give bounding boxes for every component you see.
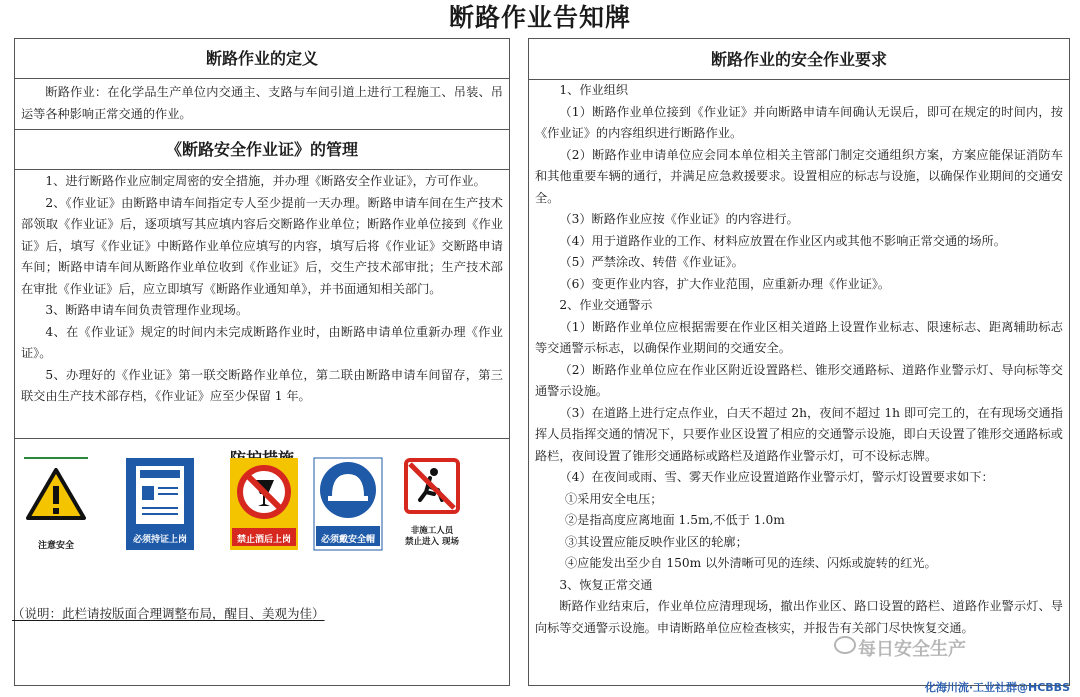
sign-caption: 非施工人员 禁止进入 现场	[405, 526, 459, 547]
definition-body	[15, 79, 509, 130]
requirement-item: 2、作业交通警示	[559, 298, 653, 312]
wechat-icon	[834, 636, 856, 654]
requirement-item: 1、作业组织	[559, 83, 629, 97]
requirements-heading: 断路作业的安全作业要求	[529, 39, 1069, 80]
requirement-item: （3）断路作业应按《作业证》的内容进行。	[559, 212, 799, 226]
sign-caption: 禁止酒后上岗	[236, 535, 291, 545]
requirement-item: （2）断路作业单位应在作业区附近设置路栏、锥形交通路标、道路作业警示灯、导向标等交通警示设施。	[535, 362, 1063, 398]
requirement-item: 3、恢复正常交通	[559, 577, 653, 592]
source-tag: 化海川流·工业社群@HCBBS	[924, 681, 1070, 694]
management-item-4: 4、在《作业证》规定的时间内未完成断路作业时，由断路申请单位重新办理《作业证》。	[21, 324, 503, 360]
watermark: 每日安全生产	[858, 639, 966, 660]
management-item-1: 1、进行断路作业应制定周密的安全措施，并办理《断路安全作业证》，方可作业。	[45, 174, 486, 188]
management-item-5: 5、办理好的《作业证》第一联交断路作业单位，第二联由断路申请车间留存，第三联交由生产技术部存档，《作业证》应至少保留 1 年。	[21, 367, 503, 403]
requirement-item: （2）断路作业申请单位应会同本单位相关主管部门制定交通组织方案，方案应能保证消防车和其他重要车辆的通行，并满足应急救援要求。设置相应的标志与设施，以确保作业期间的交通安全。	[535, 147, 1063, 205]
sign-caution	[20, 456, 92, 556]
requirement-subitem: ②是指高度应离地面 1.5m,不低于 1.0m	[565, 513, 785, 527]
management-heading: 《断路安全作业证》的管理	[15, 130, 509, 170]
right-panel	[528, 38, 1070, 686]
definition-heading: 断路作业的定义	[15, 39, 509, 79]
definition-text: 断路作业：在化学品生产单位内交通主、支路与车间引道上进行工程施工、吊装、吊运等各种影响正常交通的作业。	[21, 85, 503, 121]
requirement-item: （1）断路作业单位接到《作业证》并向断路申请车间确认无误后，即可在规定的时间内，按《作业证》的内容组织进行断路作业。	[535, 104, 1063, 140]
sign-no-entry	[396, 456, 468, 556]
sign-helmet	[312, 456, 384, 556]
sign-caption: 必须持证上岗	[132, 535, 187, 545]
requirement-item: 断路作业结束后，作业单位应清理现场，撤出作业区、路口设置的路栏、道路作业警示灯、导向标等交通警示设施。申请断路单位应检查核实，并报告有关部门尽快恢复交通。	[535, 599, 1063, 635]
management-body	[15, 170, 509, 439]
requirement-subitem: ③其设置应能反映作业区的轮廓；	[565, 534, 748, 549]
requirement-item: （5）严禁涂改、转借《作业证》。	[559, 255, 744, 269]
safety-signs-row	[8, 456, 488, 566]
management-item-2: 2、《作业证》由断路申请车间指定专人至少提前一天办理。断路申请车间在生产技术部领取《作业证》后，逐项填写其应填内容后交断路作业单位；断路作业单位接到《作业证》后，填写《作业证》中断路作业单位应填写的内容，填写后将《作业证》交断路申请车间；断路申请车间从断路作业单位收到《作业证》后，交生产技术部审批；生产技术部在审批《作业证》后，应立即填写《断路作业通知单》，并书面通知相关部门。	[21, 195, 503, 296]
requirements-body	[529, 80, 1069, 639]
requirement-subitem: ①采用安全电压；	[565, 491, 663, 506]
requirement-item: （4）在夜间或雨、雪、雾天作业应设置道路作业警示灯，警示灯设置要求如下：	[559, 470, 994, 484]
requirement-item: （1）断路作业单位应根据需要在作业区相关道路上设置作业标志、限速标志、距离辅助标志等交通警示标志，以确保作业期间的交通安全。	[535, 319, 1063, 355]
sign-caption: 注意安全	[37, 541, 74, 551]
requirement-item: （6）变更作业内容，扩大作业范围，应重新办理《作业证》。	[559, 276, 891, 291]
requirement-item: （4）用于道路作业的工作、材料应放置在作业区内或其他不影响正常交通的场所。	[559, 233, 1006, 248]
management-item-3: 3、断路申请车间负责管理作业现场。	[45, 303, 249, 317]
caution-triangle-icon	[20, 456, 92, 540]
page-title: 断路作业告知牌	[448, 3, 631, 32]
sign-certificate	[124, 456, 196, 556]
sign-no-alcohol	[228, 456, 300, 556]
requirement-item: （3）在道路上进行定点作业，白天不超过 2h，夜间不超过 1h 即可完工的，在有现场交通指挥人员指挥交通的情况下，只要作业区设置了相应的交通警示设施，即白天设置了锥形交通路标或路栏，夜间设置了锥形交通路标或路栏及道路作业警示灯，可不设标志牌。	[535, 405, 1063, 463]
requirement-subitem: ④应能发出至少自 150m 以外清晰可见的连续、闪烁或旋转的红光。	[565, 556, 937, 570]
left-panel	[14, 38, 510, 686]
sign-caption: 必须戴安全帽	[320, 535, 375, 545]
layout-note: （说明：此栏请按版面合理调整布局，醒目、美观为佳）	[12, 606, 325, 621]
